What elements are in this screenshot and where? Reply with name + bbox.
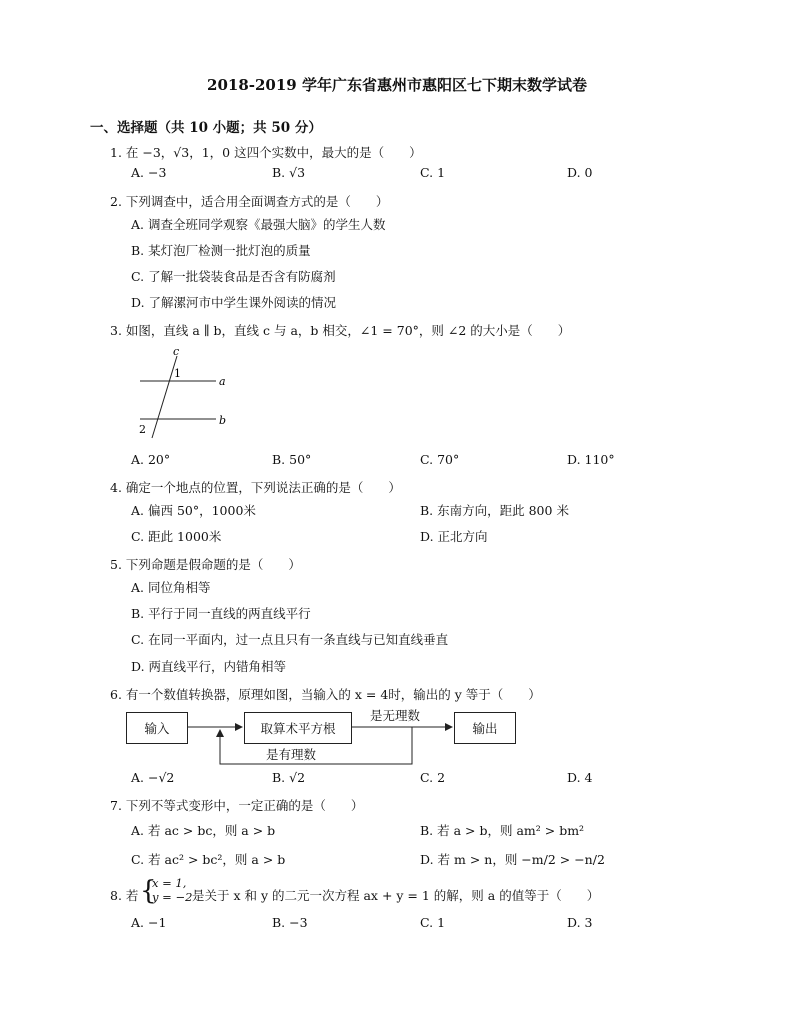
question-3-option-b[interactable]: B. 50° [272, 452, 312, 467]
question-2-option-d[interactable]: D. 了解漯河市中学生课外阅读的情况 [131, 295, 337, 310]
equation-system [152, 876, 192, 904]
question-5-option-a[interactable]: A. 同位角相等 [131, 580, 211, 595]
irrational-label: 是无理数 [370, 708, 421, 723]
question-3-option-c[interactable]: C. 70° [420, 452, 460, 467]
question-7-stem: 7. 下列不等式变形中，一定正确的是（ ） [110, 798, 364, 813]
system-line-2: y = −2 [152, 890, 193, 904]
section-heading: 一、选择题（共 10 小题；共 50 分） [90, 120, 322, 136]
question-4-option-d[interactable]: D. 正北方向 [420, 529, 488, 544]
question-2-stem: 2. 下列调查中，适合用全面调查方式的是（ ） [110, 194, 389, 209]
label-angle-2: 2 [139, 423, 146, 436]
label-a: a [219, 375, 226, 388]
question-2-option-b[interactable]: B. 某灯泡厂检测一批灯泡的质量 [131, 243, 311, 258]
question-7-option-b[interactable]: B. 若 a > b，则 am² > bm² [420, 823, 585, 838]
question-4-option-a[interactable]: A. 偏西 50°，1000米 [131, 503, 256, 518]
output-box: 输出 [454, 712, 516, 744]
question-6-option-d[interactable]: D. 4 [567, 770, 593, 785]
question-7-option-a[interactable]: A. 若 ac > bc，则 a > b [131, 823, 276, 838]
question-2-option-c[interactable]: C. 了解一批袋装食品是否含有防腐剂 [131, 269, 336, 284]
brace-symbol: { [140, 876, 157, 906]
question-3-option-d[interactable]: D. 110° [567, 452, 615, 467]
sqrt-process-box: 取算术平方根 [244, 712, 352, 744]
question-8-option-c[interactable]: C. 1 [420, 915, 446, 930]
parallel-lines-figure [130, 344, 240, 440]
system-line-1: x = 1, [152, 876, 187, 890]
question-2-option-a[interactable]: A. 调查全班同学观察《最强大脑》的学生人数 [131, 217, 386, 232]
question-4-stem: 4. 确定一个地点的位置，下列说法正确的是（ ） [110, 480, 401, 495]
rational-label: 是有理数 [266, 747, 317, 762]
question-6-option-b[interactable]: B. √2 [272, 770, 306, 785]
question-7-option-c[interactable]: C. 若 ac² > bc²，则 a > b [131, 852, 286, 867]
question-6-stem: 6. 有一个数值转换器，原理如图，当输入的 x = 4时，输出的 y 等于（ ） [110, 687, 541, 702]
question-5-option-b[interactable]: B. 平行于同一直线的两直线平行 [131, 606, 311, 621]
question-5-option-c[interactable]: C. 在同一平面内，过一点且只有一条直线与已知直线垂直 [131, 632, 449, 647]
question-4-option-c[interactable]: C. 距此 1000米 [131, 529, 222, 544]
question-6-option-a[interactable]: A. −√2 [131, 770, 175, 785]
question-7-option-d[interactable]: D. 若 m > n，则 −m/2 > −n/2 [420, 852, 605, 867]
page-title: 2018-2019 学年广东省惠州市惠阳区七下期末数学试卷 [207, 76, 587, 94]
label-angle-1: 1 [174, 367, 181, 380]
question-8-option-b[interactable]: B. −3 [272, 915, 308, 930]
question-8-option-d[interactable]: D. 3 [567, 915, 593, 930]
label-c: c [173, 345, 180, 358]
question-3-option-a[interactable]: A. 20° [131, 452, 171, 467]
question-1-option-a[interactable]: A. −3 [131, 165, 167, 180]
question-8-option-a[interactable]: A. −1 [131, 915, 167, 930]
number-converter-diagram [126, 702, 518, 768]
question-1-option-b[interactable]: B. √3 [272, 165, 306, 180]
question-6-option-c[interactable]: C. 2 [420, 770, 446, 785]
question-3-stem: 3. 如图，直线 a ∥ b，直线 c 与 a，b 相交，∠1 = 70°，则 ∠2 的大小是（ ） [110, 323, 571, 338]
question-8-stem-prefix: 8. 若 [110, 888, 139, 903]
question-5-stem: 5. 下列命题是假命题的是（ ） [110, 557, 301, 572]
question-1-option-c[interactable]: C. 1 [420, 165, 446, 180]
question-1-option-d[interactable]: D. 0 [567, 165, 593, 180]
question-5-option-d[interactable]: D. 两直线平行，内错角相等 [131, 659, 287, 674]
question-8-stem-suffix: 是关于 x 和 y 的二元一次方程 ax + y = 1 的解，则 a 的值等于（ ） [192, 888, 600, 903]
label-b: b [219, 414, 227, 427]
question-1-stem: 1. 在 −3，√3，1，0 这四个实数中，最大的是（ ） [110, 145, 422, 160]
input-box: 输入 [126, 712, 188, 744]
question-4-option-b[interactable]: B. 东南方向，距此 800 米 [420, 503, 569, 518]
